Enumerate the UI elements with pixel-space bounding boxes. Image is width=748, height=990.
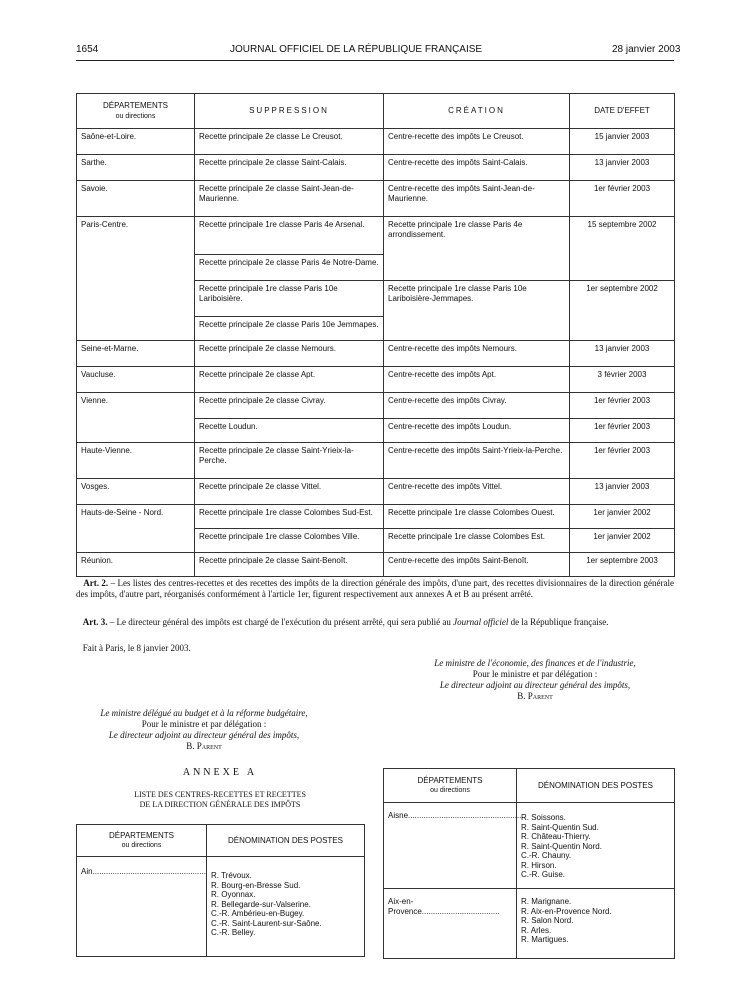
signed-place-date: Fait à Paris, le 8 janvier 2003. xyxy=(82,643,191,653)
creation-cell: Centre-recette des impôts Nemours. xyxy=(384,341,570,367)
dept-cell: Vosges. xyxy=(77,479,195,505)
creation-cell: Centre-recette des impôts Saint-Calais. xyxy=(384,155,570,181)
list-item: R. Bellegarde-sur-Valserine. xyxy=(211,899,311,909)
table-row xyxy=(77,479,675,505)
signature-left-director: Le directeur adjoint au directeur général des impôts, xyxy=(108,730,300,740)
table-row xyxy=(77,217,675,255)
article-2 xyxy=(76,578,674,600)
annex-dept-cell: Ain................................................... xyxy=(77,857,207,957)
annex-dept-cell: Aisne..................................................... xyxy=(384,803,517,889)
dept-cell: Savoie. xyxy=(77,181,195,217)
date-cell: 3 février 2003 xyxy=(570,367,675,393)
list-item: C.-R. Ambérieu-en-Bugey. xyxy=(211,909,305,918)
suppression-cell: Recette principale 1re classe Paris 4e Arsenal. xyxy=(195,217,384,255)
annex-table-left xyxy=(76,824,365,957)
journal-officiel-ref: Journal officiel xyxy=(453,617,509,627)
table-row xyxy=(77,443,675,479)
annex-header-row xyxy=(77,825,365,857)
suppression-cell: Recette principale 2e classe Vittel. xyxy=(195,479,384,505)
suppression-cell: Recette principale 2e classe Civray. xyxy=(195,393,384,419)
creation-cell: Centre-recette des impôts Civray. xyxy=(384,393,570,419)
annex-dept-cell: Aix-en-Provence................................... xyxy=(384,889,517,959)
annex-subtitle-line-2: DE LA DIRECTION GÉNÉRALE DES IMPÔTS xyxy=(139,800,301,809)
table-row xyxy=(77,341,675,367)
dept-cell: Vienne. xyxy=(77,393,195,443)
annex-posts-list xyxy=(211,871,360,938)
list-item: R. Soissons. xyxy=(521,813,566,822)
article-3-text-end: de la République française. xyxy=(508,617,609,627)
list-item: R. Trévoux. xyxy=(211,871,252,880)
signature-right-minister: Le ministre de l'économie, des finances et de l'industrie, xyxy=(434,658,636,668)
list-item: R. Château-Thierry. xyxy=(521,832,591,841)
annex-posts-cell xyxy=(517,889,675,959)
col-header-date: DATE D'EFFET xyxy=(570,94,675,129)
date-cell: 13 janvier 2003 xyxy=(570,479,675,505)
annex-posts-cell xyxy=(517,803,675,889)
article-3 xyxy=(76,617,674,628)
signature-left-name: B. Parent xyxy=(186,741,222,751)
journal-title: JOURNAL OFFICIEL DE LA RÉPUBLIQUE FRANÇAISE xyxy=(230,44,483,55)
date-cell: 13 janvier 2003 xyxy=(570,341,675,367)
list-item: C.-R. Guise. xyxy=(521,870,566,879)
suppression-cell: Recette principale 2e classe Saint-Jean-de-Maurienne. xyxy=(195,181,384,217)
col-header-suppression: SUPPRESSION xyxy=(195,94,384,129)
suppression-cell: Recette principale 2e classe Saint-Yrieix-la-Perche. xyxy=(195,443,384,479)
creation-cell: Recette principale 1re classe Colombes Ouest. xyxy=(384,505,570,529)
suppression-cell: Recette principale 1re classe Colombes Sud-Est. xyxy=(195,505,384,529)
annex-posts-list xyxy=(521,813,670,880)
list-item: R. Martigues. xyxy=(521,935,569,944)
annex-col-header-dept: DÉPARTEMENTS ou directions xyxy=(384,769,517,803)
list-item: R. Bourg-en-Bresse Sud. xyxy=(211,880,301,890)
table-row xyxy=(77,553,675,577)
dept-cell: Vaucluse. xyxy=(77,367,195,393)
signature-right-delegation: Pour le ministre et par délégation : xyxy=(472,669,598,679)
table-row xyxy=(77,367,675,393)
signature-right-name: B. Parent xyxy=(517,691,553,701)
creation-cell: Recette principale 1re classe Paris 4e arrondissement. xyxy=(384,217,570,281)
date-cell: 1er février 2003 xyxy=(570,443,675,479)
dept-cell: Saône-et-Loire. xyxy=(77,129,195,155)
signature-left-delegation: Pour le ministre et par délégation : xyxy=(141,719,267,729)
signature-left-minister: Le ministre délégué au budget et à la réforme budgétaire, xyxy=(100,708,308,718)
annex-row xyxy=(384,889,675,959)
dept-cell: Hauts-de-Seine - Nord. xyxy=(77,505,195,553)
creation-cell: Recette principale 1re classe Paris 10e Lariboisière-Jemmapes. xyxy=(384,281,570,341)
creation-cell: Centre-recette des impôts Le Creusot. xyxy=(384,129,570,155)
creation-cell: Centre-recette des impôts Vittel. xyxy=(384,479,570,505)
list-item: R. Salon Nord. xyxy=(521,916,574,925)
table-row xyxy=(77,155,675,181)
date-cell: 1er septembre 2003 xyxy=(570,553,675,577)
article-2-label: Art. 2. xyxy=(83,578,109,588)
suppression-cell: Recette principale 2e classe Apt. xyxy=(195,367,384,393)
decree-table xyxy=(76,93,675,577)
date-cell: 1er janvier 2002 xyxy=(570,505,675,529)
table-row xyxy=(77,393,675,419)
date-cell: 1er février 2003 xyxy=(570,419,675,443)
page-number: 1654 xyxy=(76,44,99,55)
suppression-cell: Recette principale 1re classe Paris 10e Lariboisière. xyxy=(195,281,384,317)
annex-posts-cell xyxy=(207,857,365,957)
annex-header-row xyxy=(384,769,675,803)
date-cell: 1er février 2003 xyxy=(570,181,675,217)
suppression-cell: Recette principale 2e classe Saint-Benoît. xyxy=(195,553,384,577)
date-cell: 1er février 2003 xyxy=(570,393,675,419)
table-row xyxy=(77,129,675,155)
creation-cell: Centre-recette des impôts Saint-Jean-de-Maurienne. xyxy=(384,181,570,217)
suppression-cell: Recette principale 2e classe Paris 10e Jemmapes. xyxy=(195,317,384,341)
table-row xyxy=(77,505,675,529)
suppression-cell: Recette principale 1re classe Colombes Ville. xyxy=(195,529,384,553)
dept-cell: Paris-Centre. xyxy=(77,217,195,341)
annex-row xyxy=(384,803,675,889)
dept-cell: Sarthe. xyxy=(77,155,195,181)
signature-left xyxy=(76,708,332,752)
date-cell: 15 septembre 2002 xyxy=(570,217,675,281)
signature-right xyxy=(396,658,674,702)
annex-row xyxy=(77,857,365,957)
creation-cell: Centre-recette des impôts Saint-Yrieix-la-Perche. xyxy=(384,443,570,479)
col-header-departments: DÉPARTEMENTS ou directions xyxy=(77,94,195,129)
suppression-cell: Recette principale 2e classe Nemours. xyxy=(195,341,384,367)
list-item: R. Hirson. xyxy=(521,860,557,870)
date-cell: 1er janvier 2002 xyxy=(570,529,675,553)
header-rule xyxy=(76,60,674,61)
creation-cell: Centre-recette des impôts Saint-Benoît. xyxy=(384,553,570,577)
table-row xyxy=(77,181,675,217)
dept-cell: Réunion. xyxy=(77,553,195,577)
annex-col-header-posts: DÉNOMINATION DES POSTES xyxy=(517,769,675,803)
suppression-cell: Recette principale 2e classe Le Creusot. xyxy=(195,129,384,155)
list-item: C.-R. Saint-Laurent-sur-Saône. xyxy=(211,918,322,928)
annex-posts-list xyxy=(521,897,670,945)
publication-date: 28 janvier 2003 xyxy=(612,44,681,55)
annex-title: ANNEXE A xyxy=(182,767,258,778)
col-header-creation: CRÉATION xyxy=(384,94,570,129)
suppression-cell: Recette Loudun. xyxy=(195,419,384,443)
list-item: R. Arles. xyxy=(521,925,552,935)
table-header-row xyxy=(77,94,675,129)
signature-right-director: Le directeur adjoint au directeur général des impôts, xyxy=(439,680,631,690)
article-3-text: – Le directeur général des impôts est chargé de l'exécution du présent arrêté, qui sera publié au xyxy=(107,617,454,627)
annex-col-header-dept: DÉPARTEMENTS ou directions xyxy=(77,825,207,857)
list-item: C.-R. Belley. xyxy=(211,928,256,937)
creation-cell: Centre-recette des impôts Apt. xyxy=(384,367,570,393)
annex-table-right xyxy=(383,768,675,959)
creation-cell: Centre-recette des impôts Loudun. xyxy=(384,419,570,443)
annex-col-header-posts: DÉNOMINATION DES POSTES xyxy=(207,825,365,857)
annex-subtitle-line-1: LISTE DES CENTRES-RECETTES ET RECETTES xyxy=(134,790,306,799)
suppression-cell: Recette principale 2e classe Paris 4e Notre-Dame. xyxy=(195,255,384,281)
list-item: R. Aix-en-Provence Nord. xyxy=(521,906,612,916)
list-item: R. Marignane. xyxy=(521,897,572,906)
dept-cell: Haute-Vienne. xyxy=(77,443,195,479)
annex-subtitle xyxy=(76,790,364,810)
date-cell: 15 janvier 2003 xyxy=(570,129,675,155)
list-item: C.-R. Chauny. xyxy=(521,851,572,860)
list-item: R. Saint-Quentin Sud. xyxy=(521,822,599,832)
suppression-cell: Recette principale 2e classe Saint-Calais. xyxy=(195,155,384,181)
creation-cell: Recette principale 1re classe Colombes Est. xyxy=(384,529,570,553)
article-2-text: – Les listes des centres-recettes et des recettes des impôts de la direction générale des impôts, d'une part, des recettes divisionnaires de la direction générale des impôts, d'autre part, réorganisés conformément à l'article 1er, figurent respectivement aux annexes A et B au présent arrêté. xyxy=(76,578,674,599)
dept-cell: Seine-et-Marne. xyxy=(77,341,195,367)
date-cell: 13 janvier 2003 xyxy=(570,155,675,181)
date-cell: 1er septembre 2002 xyxy=(570,281,675,341)
list-item: R. Saint-Quentin Nord. xyxy=(521,841,602,851)
list-item: R. Oyonnax. xyxy=(211,890,256,899)
article-3-label: Art. 3. xyxy=(82,617,108,627)
